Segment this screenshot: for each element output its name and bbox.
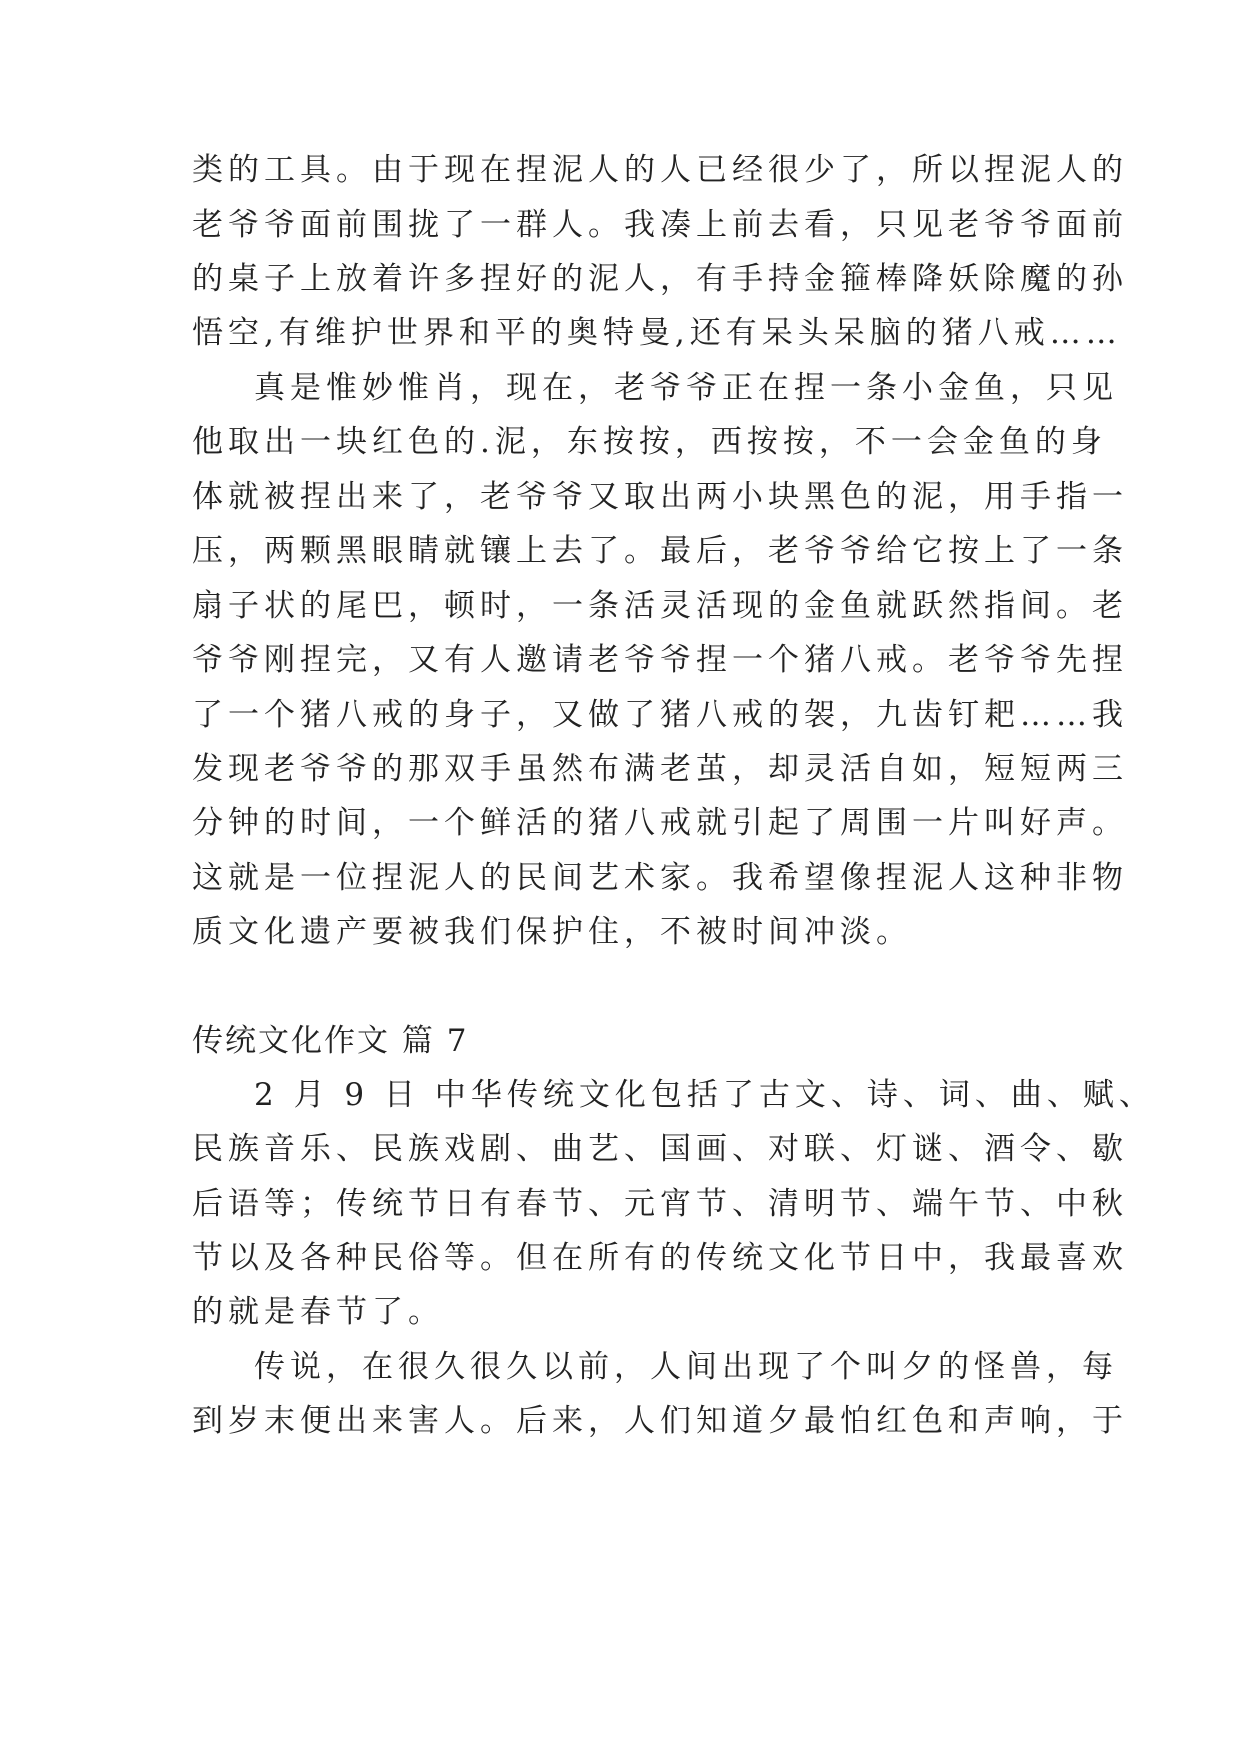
text-line: 类的工具。由于现在捏泥人的人已经很少了，所以捏泥人的 <box>192 152 1128 188</box>
text-line: 质文化遗产要被我们保护住，不被时间冲淡。 <box>192 914 912 950</box>
text-line: 到岁末便出来害人。后来，人们知道夕最怕红色和声响，于 <box>192 1403 1128 1439</box>
text-line: 了一个猪八戒的身子，又做了猪八戒的袈，九齿钉耙……我 <box>192 697 1128 733</box>
text-line: 2 月 9 日 中华传统文化包括了古文、诗、词、曲、赋、 <box>254 1077 1155 1113</box>
section-heading: 传统文化作文 篇 7 <box>192 1023 469 1059</box>
text-line: 压，两颗黑眼睛就镶上去了。最后，老爷爷给它按上了一条 <box>192 533 1128 569</box>
text-line: 后语等；传统节日有春节、元宵节、清明节、端午节、中秋 <box>192 1186 1128 1222</box>
text-line: 他取出一块红色的.泥，东按按，西按按，不一会金鱼的身 <box>192 424 1107 460</box>
text-line: 体就被捏出来了，老爷爷又取出两小块黑色的泥，用手指一 <box>192 479 1128 515</box>
text-line: 的桌子上放着许多捏好的泥人，有手持金箍棒降妖除魔的孙 <box>192 261 1128 297</box>
text-line: 这就是一位捏泥人的民间艺术家。我希望像捏泥人这种非物 <box>192 860 1128 896</box>
text-line: 分钟的时间，一个鲜活的猪八戒就引起了周围一片叫好声。 <box>192 805 1128 841</box>
text-line: 悟空,有维护世界和平的奥特曼,还有呆头呆脑的猪八戒…… <box>192 315 1122 351</box>
text-line: 民族音乐、民族戏剧、曲艺、国画、对联、灯谜、酒令、歇 <box>192 1131 1128 1167</box>
text-line: 真是惟妙惟肖，现在，老爷爷正在捏一条小金鱼，只见 <box>254 370 1118 406</box>
text-line: 爷爷刚捏完，又有人邀请老爷爷捏一个猪八戒。老爷爷先捏 <box>192 642 1128 678</box>
text-line: 发现老爷爷的那双手虽然布满老茧，却灵活自如，短短两三 <box>192 751 1128 787</box>
text-line: 扇子状的尾巴，顿时，一条活灵活现的金鱼就跃然指间。老 <box>192 588 1128 624</box>
text-line: 节以及各种民俗等。但在所有的传统文化节日中，我最喜欢 <box>192 1240 1128 1276</box>
text-line: 的就是春节了。 <box>192 1294 444 1330</box>
text-line: 传说，在很久很久以前，人间出现了个叫夕的怪兽，每 <box>254 1349 1118 1385</box>
text-line: 老爷爷面前围拢了一群人。我凑上前去看，只见老爷爷面前 <box>192 207 1128 243</box>
